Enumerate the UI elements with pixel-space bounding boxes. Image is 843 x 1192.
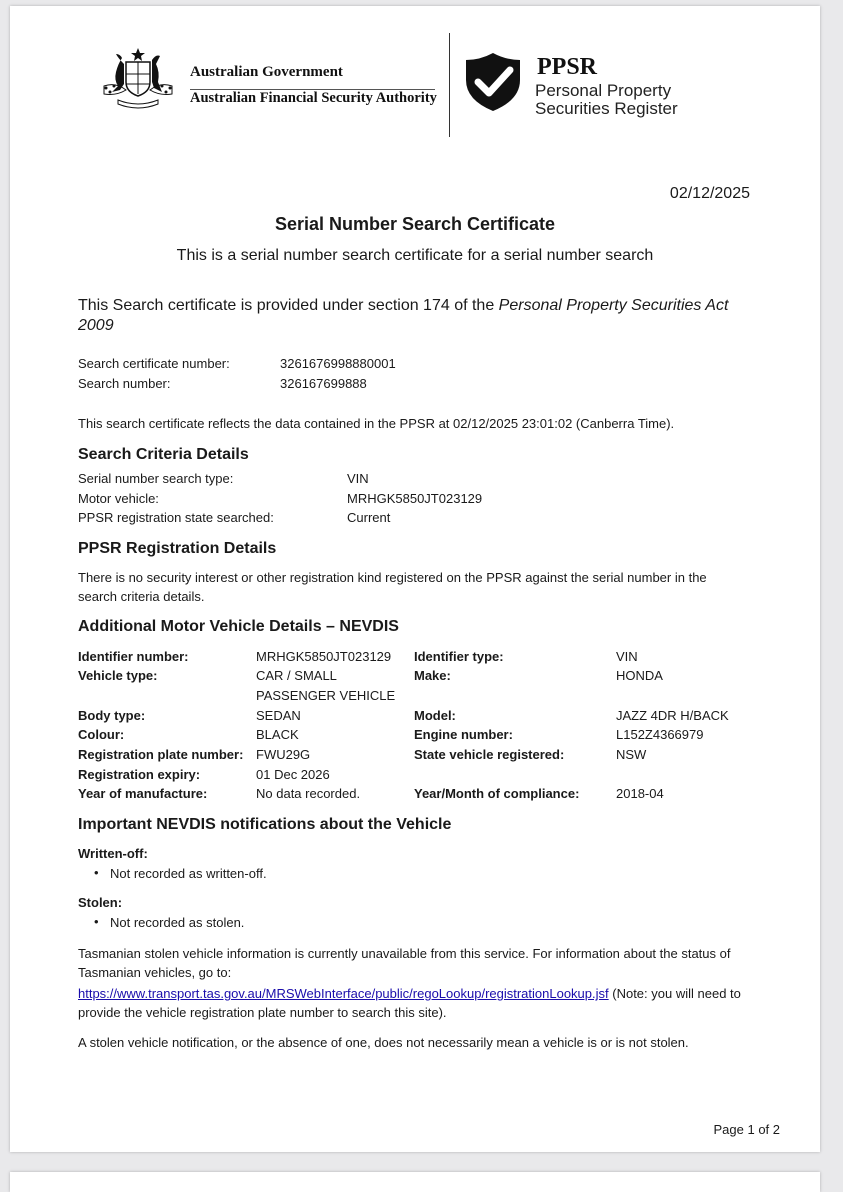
gov-title: Australian Government [190, 64, 343, 80]
bullet-icon: • [94, 914, 99, 929]
tasmania-text: Tasmanian stolen vehicle information is currently unavailable from this service. For information about the status of Tasmanian vehicles, go to: [78, 946, 731, 980]
certificate-title: Serial Number Search Certificate [274, 214, 556, 234]
nevdis-value: JAZZ 4DR H/BACK [616, 708, 729, 723]
nevdis-label: Year of manufacture: [78, 786, 208, 801]
afsa-title: Australian Financial Security Authority [190, 90, 437, 106]
criteria-value: VIN [347, 471, 369, 486]
criteria-label: Serial number search type: [78, 471, 234, 486]
act-name: Personal Property Securities Act 2009 [78, 297, 729, 334]
nevdis-value: NSW [616, 747, 647, 762]
ppsr-shield-check-icon [462, 50, 524, 119]
nevdis-value: No data recorded. [256, 786, 361, 801]
tasmania-link-paragraph [78, 984, 748, 1022]
nevdis-value: MRHGK5850JT023129 [256, 649, 392, 664]
criteria-heading: Search Criteria Details [78, 446, 249, 463]
nevdis-label: Identifier type: [414, 649, 504, 664]
written-off-label: Written-off: [78, 846, 148, 861]
registration-text: There is no security interest or other registration kind registered on the PPSR against the serial number in the search criteria details. [78, 570, 707, 604]
nevdis-value: PASSENGER VEHICLE [256, 688, 396, 703]
ppsr-logo-subtitle-2: Securities Register [535, 99, 678, 118]
certificate-page [10, 6, 820, 1152]
provided-statement [78, 296, 758, 336]
header-separator [449, 33, 450, 137]
certificate-date: 02/12/2025 [669, 185, 750, 202]
search-cert-number-label: Search certificate number: [78, 356, 230, 371]
search-number-value: 326167699888 [280, 376, 367, 391]
nevdis-label: Engine number: [414, 727, 513, 742]
nevdis-value: BLACK [256, 727, 299, 742]
criteria-label: PPSR registration state searched: [78, 510, 274, 525]
coat-of-arms-logo [96, 46, 180, 117]
ppsr-logo-subtitle-1: Personal Property [535, 81, 672, 100]
nevdis-label: Registration expiry: [78, 767, 201, 782]
criteria-value: MRHGK5850JT023129 [347, 491, 483, 506]
tasmania-lookup-link[interactable]: https://www.transport.tas.gov.au/MRSWebInterface/public/regoLookup/registrationLookup.jsf [78, 986, 609, 1001]
bullet-icon: • [94, 865, 99, 880]
ppsr-logo-title: PPSR [537, 54, 597, 80]
nevdis-label: Body type: [78, 708, 146, 723]
criteria-label: Motor vehicle: [78, 491, 159, 506]
reflects-statement: This search certificate reflects the data contained in the PPSR at 02/12/2025 23:01:02 (Canberra Time). [78, 416, 675, 431]
nevdis-label: Identifier number: [78, 649, 189, 664]
nevdis-label: Colour: [78, 727, 125, 742]
nevdis-value: HONDA [616, 668, 663, 683]
nevdis-value: 2018-04 [616, 786, 664, 801]
nevdis-value: CAR / SMALL [256, 668, 337, 683]
nevdis-value: VIN [616, 649, 638, 664]
nevdis-value: L152Z4366979 [616, 727, 704, 742]
nevdis-label: Model: [414, 708, 456, 723]
nevdis-value: FWU29G [256, 747, 311, 762]
nevdis-value: 01 Dec 2026 [256, 767, 330, 782]
nevdis-value: SEDAN [256, 708, 301, 723]
nevdis-label: Year/Month of compliance: [414, 786, 580, 801]
nevdis-label: Make: [414, 668, 451, 683]
nevdis-heading: Additional Motor Vehicle Details – NEVDIS [78, 618, 399, 635]
notifications-heading: Important NEVDIS notifications about the Vehicle [78, 816, 452, 833]
page-number: Page 1 of 2 [713, 1122, 780, 1137]
absence-text: A stolen vehicle notification, or the absence of one, does not necessarily mean a vehicle is or is not stolen. [78, 1035, 689, 1050]
search-number-label: Search number: [78, 376, 171, 391]
search-cert-number-value: 3261676998880001 [280, 356, 396, 371]
stolen-value: Not recorded as stolen. [110, 915, 245, 930]
provided-prefix: This Search certificate is provided under section 174 of the [78, 297, 499, 314]
nevdis-label: Vehicle type: [78, 668, 158, 683]
certificate-subtitle: This is a serial number search certificate for a serial number search [176, 247, 654, 264]
criteria-value: Current [347, 510, 391, 525]
written-off-value: Not recorded as written-off. [110, 866, 267, 881]
registration-heading: PPSR Registration Details [78, 540, 277, 557]
next-page-edge [10, 1172, 820, 1192]
nevdis-label: State vehicle registered: [414, 747, 565, 762]
tasmania-note: (Note: you will need to provide the vehicle registration plate number to search this site). [78, 986, 741, 1020]
nevdis-label: Registration plate number: [78, 747, 244, 762]
stolen-label: Stolen: [78, 895, 123, 910]
